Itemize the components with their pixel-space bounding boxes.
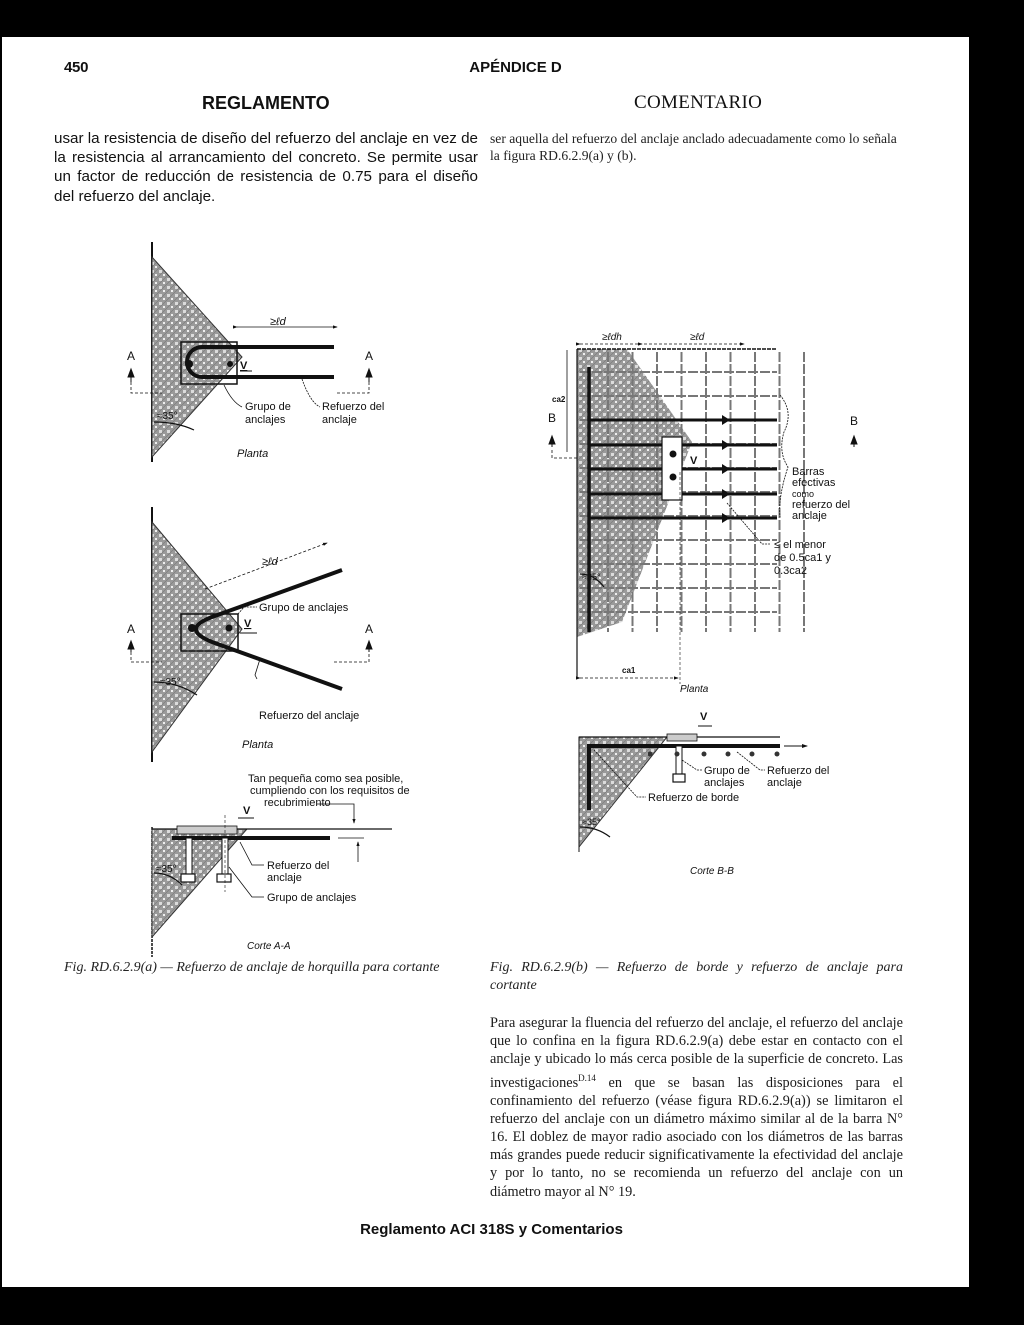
bar-arrow-icon	[722, 464, 730, 474]
label-anchor-reinforcement: Refuerzo del	[322, 401, 385, 413]
plan-1	[127, 242, 384, 462]
anchor-bolt	[186, 838, 192, 876]
section-marker-left: A	[127, 349, 136, 363]
bar-section-dot	[675, 752, 680, 757]
anchor-dot	[670, 451, 677, 458]
cover-note: Tan pequeña como sea posible,	[248, 773, 404, 785]
label-limit-line: de 0.5ca1 y	[774, 552, 831, 564]
base-plate	[667, 734, 697, 741]
label-anchor-reinforcement: Refuerzo del	[767, 765, 830, 777]
dim-label: ≥ℓd	[262, 556, 278, 568]
label-anchor-reinforcement: anclaje	[767, 777, 802, 789]
label-anchor-reinforcement: Refuerzo del anclaje	[259, 710, 360, 722]
reference-superscript: D.14	[578, 1072, 596, 1083]
comentario-body-text: Para asegurar la fluencia del refuerzo del anclaje, el refuerzo del anclaje que lo confina en la figura RD.6.2.9(a) debe estar en contacto con el anclaje y ubicado lo más cerca posible de la superficie de concreto. Las investigaciones	[490, 1015, 903, 1091]
angle-label: ≈35°	[160, 677, 181, 688]
reglamento-heading: REGLAMENTO	[202, 93, 330, 113]
bar-section-dot	[750, 752, 755, 757]
label-effective-bars-line: efectivas	[792, 477, 836, 489]
view-title: Planta	[237, 448, 269, 460]
ca2-label: ca2	[552, 395, 566, 404]
leader-line	[240, 842, 264, 865]
shear-label: V	[244, 618, 252, 630]
leader-line	[229, 867, 264, 897]
page-footer: Reglamento ACI 318S y Comentarios	[360, 1221, 623, 1238]
section-arrow-icon	[549, 436, 555, 447]
bar-arrow-icon	[722, 489, 730, 499]
view-title: Planta	[242, 739, 274, 751]
figure-b-diagram	[522, 292, 882, 877]
bar-arrow-icon	[722, 415, 730, 425]
angle-label: ≈35°	[157, 411, 178, 422]
anchor-head	[673, 774, 685, 782]
section-marker-right: A	[365, 622, 374, 636]
leader-line	[255, 659, 260, 679]
comentario-body	[490, 1014, 903, 1201]
section-line	[334, 652, 369, 662]
label-effective-bars-line: como	[792, 489, 815, 499]
anchor-dot	[188, 624, 196, 632]
anchor-bolt	[676, 746, 682, 776]
bar-section-dot	[775, 752, 780, 757]
label-limit-line: 0.3ca2	[774, 565, 808, 577]
bar-section-dot	[648, 752, 653, 757]
leader-line	[682, 760, 702, 770]
section-marker-left: B	[548, 411, 557, 425]
section-marker-right: A	[365, 349, 374, 363]
plan-b	[548, 332, 858, 695]
figure-b-caption: Fig. RD.6.2.9(b) — Refuerzo de borde y refuerzo de anclaje para cortante	[490, 960, 903, 993]
breakout-cone	[152, 257, 242, 457]
dim-label-ld: ≥ℓd	[690, 332, 705, 343]
view-title: Corte B-B	[690, 866, 734, 877]
base-plate	[177, 826, 237, 834]
section-arrow-icon	[851, 436, 857, 447]
anchor-dot	[227, 361, 233, 367]
bar-arrow-icon	[722, 513, 730, 523]
dim-label-ldh: ≥ℓdh	[602, 332, 622, 343]
dim-label: ≥ℓd	[270, 316, 286, 328]
shear-label: V	[700, 711, 708, 723]
label-anchor-reinforcement: anclaje	[322, 414, 357, 426]
page-number: 450	[64, 59, 89, 76]
label-anchor-group: Grupo de anclajes	[267, 892, 357, 904]
cover-note: recubrimiento	[264, 797, 331, 809]
bar-section-dot	[702, 752, 707, 757]
section-a-a	[152, 773, 410, 957]
view-title: Corte A-A	[247, 941, 291, 952]
anchor-dot	[226, 625, 233, 632]
section-arrow-icon	[128, 369, 134, 382]
section-arrow-icon	[128, 641, 134, 652]
label-anchor-reinforcement: Refuerzo del	[267, 860, 330, 872]
label-effective-bars-line: refuerzo del	[792, 499, 851, 511]
comentario-body-text: en que se basan las disposiciones para el confinamiento del refuerzo (véase figura RD.6.2.9(a)) se limitaron el refuerzo del anclaje con un diámetro máximo similar al de la barra N° 16. El doblez de mayor radio asociado con los diámetros de las barras más grandes puede reducir significativamente la efectividad del anclaje y por lo tanto, no se recomienda un refuerzo del anclaje con un diámetro mayor al N° 19.	[490, 1074, 903, 1200]
section-line	[552, 450, 577, 458]
section-b-b	[579, 711, 829, 877]
label-effective-bars	[792, 466, 850, 522]
ca1-label: ca1	[622, 666, 636, 675]
label-anchor-group: anclajes	[704, 777, 745, 789]
label-anchor-group: Grupo de anclajes	[259, 602, 349, 614]
plan-2	[127, 507, 373, 762]
label-limit-line: ≤ el menor	[774, 539, 826, 551]
angle-label: ≈35°	[582, 817, 601, 827]
section-arrow-icon	[366, 641, 372, 652]
shear-label: V	[243, 805, 251, 817]
document-page	[2, 37, 969, 1287]
reglamento-paragraph: usar la resistencia de diseño del refuerzo del anclaje en vez de la resistencia al arrancamiento del concreto. Se permite usar un factor de reducción de resistencia de 0.75 para el diseño del refuerzo del anclaje.	[54, 130, 478, 205]
view-title: Planta	[680, 684, 709, 695]
label-effective-bars-line: anclaje	[792, 510, 827, 522]
figure-a-diagram	[102, 197, 462, 957]
figure-a-caption: Fig. RD.6.2.9(a) — Refuerzo de anclaje de horquilla para cortante	[64, 960, 440, 975]
bar-section-dot	[726, 752, 731, 757]
label-limit	[774, 539, 831, 577]
comentario-intro: ser aquella del refuerzo del anclaje anclado adecuadamente como lo señala la figura RD.6.2.9(a) y (b).	[490, 131, 897, 163]
section-marker-right: B	[850, 414, 859, 428]
section-arrow-icon	[366, 369, 372, 382]
shear-label: V	[240, 360, 248, 372]
angle-label: ≈35°	[156, 864, 177, 875]
leader-line	[302, 379, 320, 407]
bar-arrow-icon	[722, 440, 730, 450]
section-title: APÉNDICE D	[469, 59, 562, 76]
anchor-group-box	[662, 437, 682, 500]
label-anchor-group: Grupo de	[704, 765, 750, 777]
shear-label: V	[690, 455, 698, 467]
anchor-head	[217, 874, 231, 882]
section-marker-left: A	[127, 622, 136, 636]
anchor-dot	[670, 474, 677, 481]
angle-label: ≈35°	[582, 572, 601, 582]
anchor-head	[181, 874, 195, 882]
anchor-dot	[185, 360, 193, 368]
cover-note: cumpliendo con los requisitos de	[250, 785, 410, 797]
leader-line	[727, 503, 770, 544]
comentario-heading: COMENTARIO	[634, 92, 763, 113]
leader-line	[224, 385, 242, 407]
label-anchor-reinforcement: anclaje	[267, 872, 302, 884]
grid-bar-sections	[648, 752, 780, 757]
brace	[780, 395, 789, 517]
breakout-cone	[152, 522, 242, 752]
section-line	[337, 382, 369, 393]
label-edge-reinforcement: Refuerzo de borde	[648, 792, 740, 804]
label-anchor-group: anclajes	[245, 414, 286, 426]
label-anchor-group: Grupo de	[245, 401, 291, 413]
label-effective-bars-line: Barras	[792, 466, 825, 478]
breakout-cone	[152, 829, 247, 937]
